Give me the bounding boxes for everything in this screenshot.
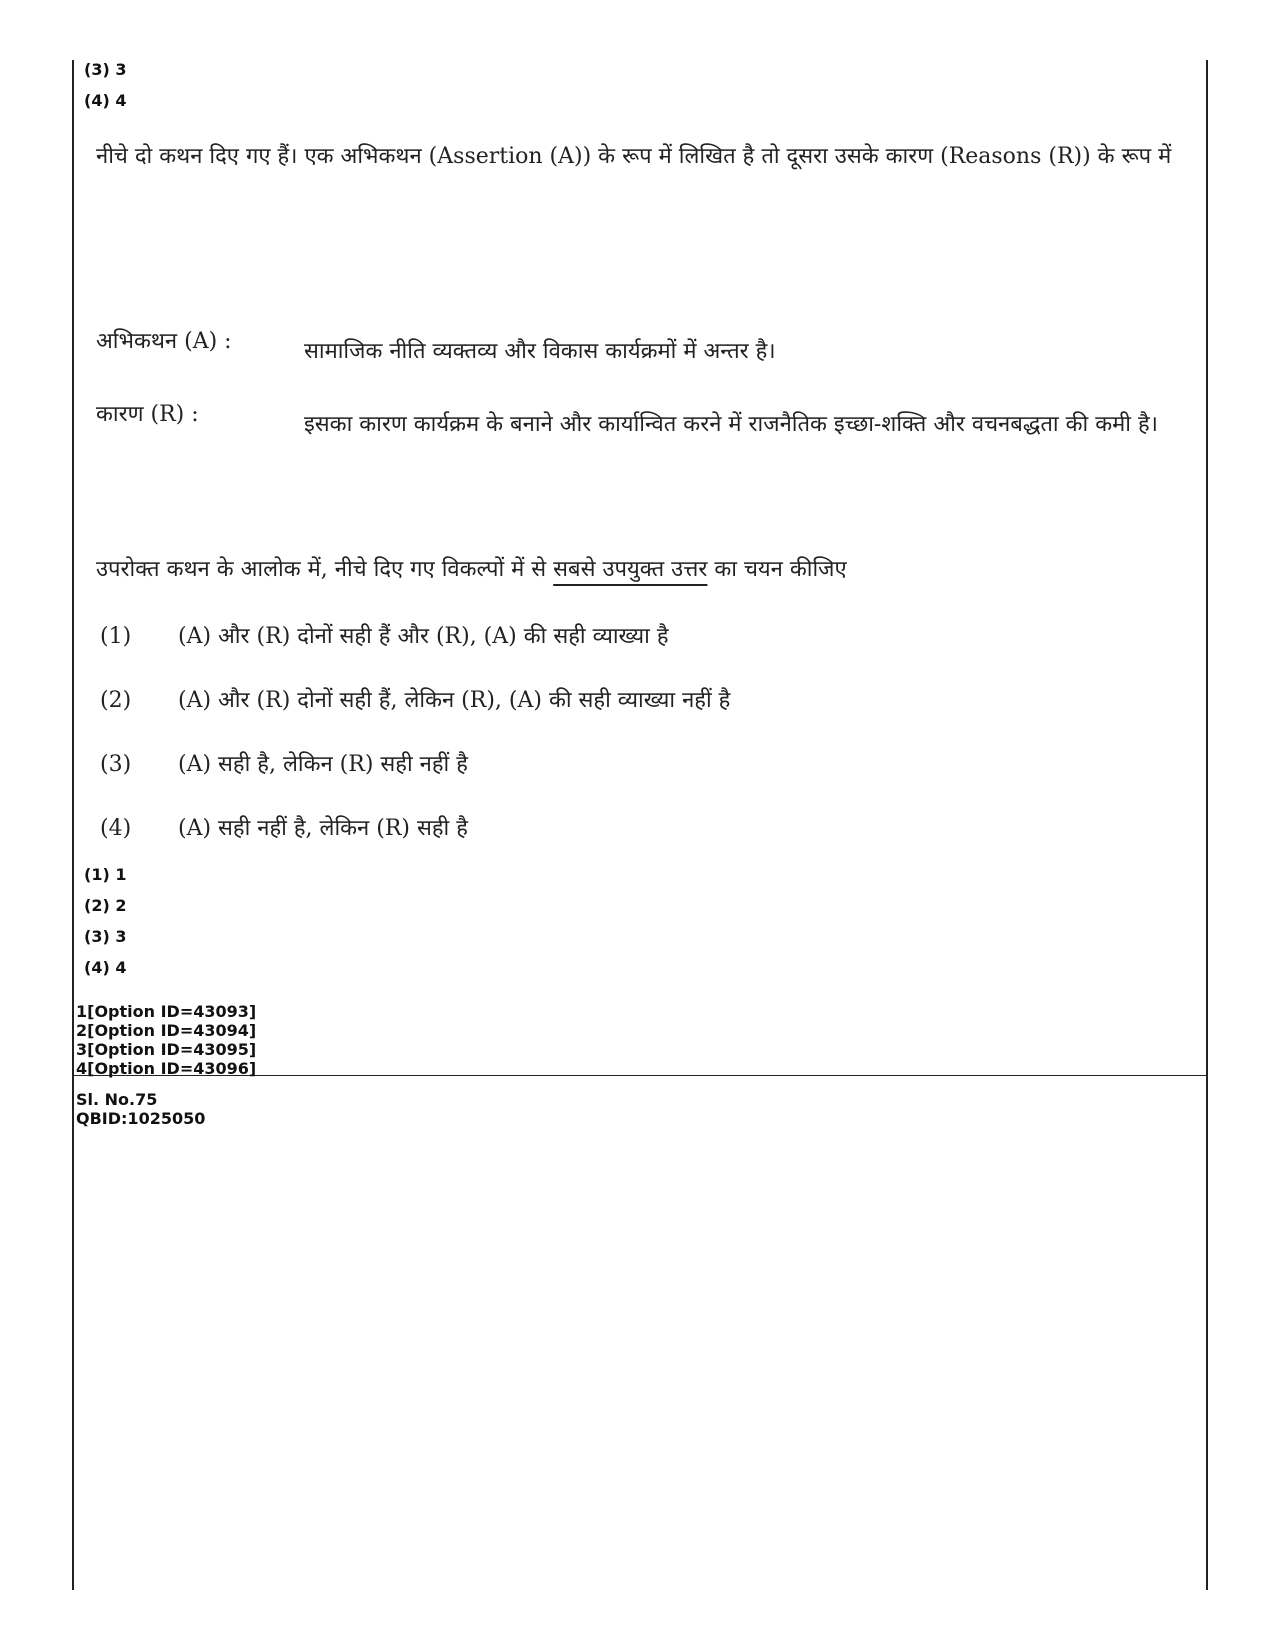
answer-option-2: (2) 2 — [84, 896, 127, 915]
direction-post: का चयन कीजिए — [707, 557, 847, 582]
answer-options — [84, 865, 126, 989]
direction-pre: उपरोक्त कथन के आलोक में, नीचे दिए गए विकल्पों में से — [96, 557, 554, 582]
choice-text: (A) सही नहीं है, लेकिन (R) सही है — [178, 816, 468, 841]
choice-4 — [96, 814, 468, 844]
right-border — [1206, 60, 1208, 1590]
previous-option-4: (4) 4 — [84, 91, 127, 110]
assertion-text: सामाजिक नीति व्यक्तव्य और विकास कार्यक्रमों में अन्तर है। — [304, 339, 776, 364]
qbid: QBID:1025050 — [76, 1109, 206, 1128]
choice-text: (A) सही है, लेकिन (R) सही नहीं है — [178, 752, 468, 777]
reason-label: कारण (R) : — [96, 402, 199, 427]
choice-1 — [96, 622, 669, 652]
choice-number: (1) — [100, 624, 132, 649]
serial-number: Sl. No.75 — [76, 1090, 158, 1109]
previous-answer-options — [84, 60, 126, 122]
option-id-1: 1[Option ID=43093] — [76, 1002, 257, 1021]
left-border — [72, 60, 74, 1590]
choice-2 — [96, 686, 730, 716]
previous-option-3: (3) 3 — [84, 60, 127, 79]
option-id-2: 2[Option ID=43094] — [76, 1021, 257, 1040]
question-frame — [72, 60, 1208, 1590]
choice-number: (3) — [100, 752, 132, 777]
choice-3 — [96, 750, 468, 780]
question-intro: नीचे दो कथन दिए गए हैं। एक अभिकथन (Assertion (A)) के रूप में लिखित है तो दूसरा उसके कारण (Reasons (R)) के रूप में — [96, 144, 1172, 169]
choice-number: (4) — [100, 816, 132, 841]
next-question-meta — [76, 1090, 205, 1128]
assertion-label: अभिकथन (A) : — [96, 329, 232, 354]
choice-text: (A) और (R) दोनों सही हैं और (R), (A) की सही व्याख्या है — [178, 624, 669, 649]
answer-option-4: (4) 4 — [84, 958, 127, 977]
answer-option-1: (1) 1 — [84, 865, 127, 884]
option-id-list — [76, 1002, 256, 1078]
answer-option-3: (3) 3 — [84, 927, 127, 946]
question-direction — [96, 555, 847, 585]
choice-text: (A) और (R) दोनों सही हैं, लेकिन (R), (A) की सही व्याख्या नहीं है — [178, 688, 731, 713]
option-id-4: 4[Option ID=43096] — [76, 1059, 257, 1078]
option-id-3: 3[Option ID=43095] — [76, 1040, 257, 1059]
reason-text: इसका कारण कार्यक्रम के बनाने और कार्यान्वित करने में राजनैतिक इच्छा-शक्ति और वचनबद्धता की कमी है। — [304, 412, 1158, 437]
choice-number: (2) — [100, 688, 132, 713]
direction-underlined: सबसे उपयुक्त उत्तर — [553, 557, 708, 582]
